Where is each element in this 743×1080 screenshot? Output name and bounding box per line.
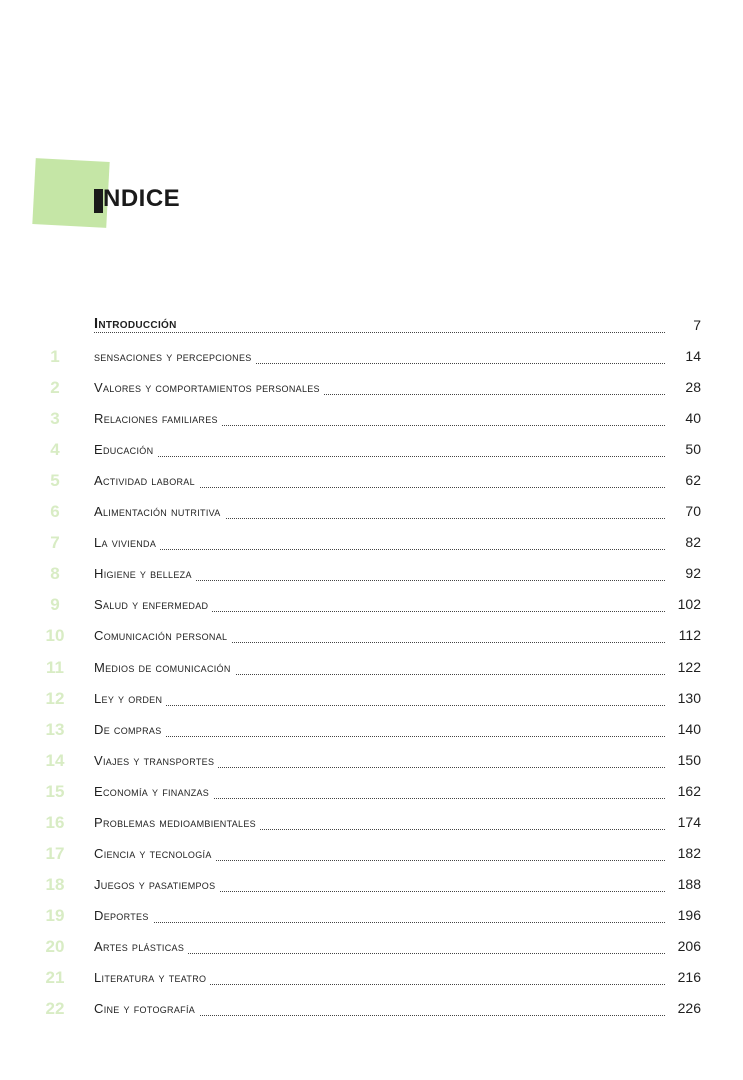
toc-label: Introducción [94,316,181,332]
toc-page: 140 [677,720,701,737]
toc-page: 188 [677,875,701,892]
chapter-number: 16 [45,812,65,832]
toc-page: 182 [677,844,701,861]
toc-row[interactable] [0,593,743,619]
dot-leader [94,736,665,737]
toc-page: 130 [677,689,701,706]
chapter-number: 19 [45,905,65,925]
toc-label: Artes plásticas [94,939,188,954]
toc-page: 62 [685,472,701,489]
title-initial-i [94,189,103,213]
toc-row[interactable] [0,749,743,775]
toc-label: Deportes [94,908,153,923]
toc-page: 174 [677,813,701,830]
toc-row[interactable] [0,935,743,961]
toc-page: 216 [677,969,701,985]
chapter-number: 1 [50,347,60,366]
toc-page: 196 [677,906,701,923]
toc-row[interactable] [0,562,743,588]
toc-page: 50 [685,441,701,458]
toc-page: 162 [677,782,701,799]
chapter-number: 14 [45,750,65,770]
toc-row[interactable] [0,780,743,806]
toc-page: 70 [685,503,701,520]
chapter-number: 18 [45,874,65,894]
toc-row[interactable] [0,904,743,930]
toc-label: Educación [94,442,157,457]
chapter-number: 17 [45,843,65,863]
toc-page: 82 [685,534,701,551]
toc-label: Medios de comunicación [94,660,235,675]
dot-leader [94,549,665,550]
chapter-number: 22 [45,999,65,1019]
chapter-number: 21 [45,968,65,987]
toc-label: Cine y fotografía [94,1001,199,1016]
chapter-number: 15 [45,781,65,801]
toc-row[interactable] [0,811,743,837]
toc-page: 92 [685,565,701,582]
toc-row[interactable] [0,531,743,557]
toc-page: 112 [678,627,701,644]
toc-page: 40 [685,410,701,427]
chapter-number: 11 [46,657,64,677]
toc-label: Ley y orden [94,691,166,706]
toc-page: 14 [685,348,701,364]
dot-leader [94,705,665,706]
toc-page: 122 [677,658,701,675]
dot-leader [94,456,665,457]
toc-row[interactable] [0,687,743,713]
dot-leader [94,922,665,923]
toc-label: Ciencia y tecnología [94,846,216,861]
toc-label: Alimentación nutritiva [94,504,225,519]
toc-label: Valores y comportamientos personales [94,380,324,395]
toc-page: 28 [685,379,701,396]
chapter-number: 8 [50,564,60,584]
chapter-number: 9 [50,595,60,615]
toc-row[interactable] [0,624,743,650]
toc-row[interactable] [0,718,743,744]
chapter-number: 3 [50,409,60,429]
title-text: NDICE [103,185,181,212]
toc-label: Actividad laboral [94,473,199,488]
toc-label: Literatura y teatro [94,970,210,985]
chapter-number: 13 [45,719,65,739]
toc-label: Salud y enfermedad [94,597,212,612]
toc-label: La vivienda [94,535,160,550]
chapter-number: 2 [50,378,60,398]
chapter-number: 7 [50,533,60,553]
chapter-number: 5 [50,471,60,491]
toc-page: 7 [693,317,701,333]
toc-label: Viajes y transportes [94,753,218,768]
toc-row-intro[interactable] [0,314,743,340]
toc-page: 150 [677,751,701,768]
toc-row[interactable] [0,438,743,464]
toc-label: Juegos y pasatiempos [94,877,219,892]
toc-row[interactable] [0,407,743,433]
toc-row[interactable] [0,966,743,992]
toc-row[interactable] [0,873,743,899]
toc-label: Comunicación personal [94,628,231,643]
toc-label: De compras [94,722,166,737]
toc-row[interactable] [0,469,743,495]
toc-label: Economía y finanzas [94,784,213,799]
toc-row[interactable] [0,656,743,682]
toc-row[interactable] [0,376,743,402]
toc-label: Higiene y belleza [94,566,196,581]
toc-row[interactable] [0,500,743,526]
toc-label: sensaciones y percepciones [94,349,256,364]
toc-page: 102 [677,596,701,613]
toc-page: 206 [677,937,701,954]
toc-row[interactable] [0,345,743,371]
index-title [34,160,334,240]
toc-label: Problemas medioambientales [94,815,260,830]
toc-row[interactable] [0,842,743,868]
toc-row[interactable] [0,997,743,1023]
chapter-number: 10 [45,626,65,646]
chapter-number: 4 [50,440,60,460]
toc-label: Relaciones familiares [94,411,222,426]
dot-leader [94,332,665,333]
toc-page: 226 [677,1000,701,1017]
chapter-number: 12 [45,688,65,708]
chapter-number: 6 [50,502,60,522]
chapter-number: 20 [45,936,65,956]
